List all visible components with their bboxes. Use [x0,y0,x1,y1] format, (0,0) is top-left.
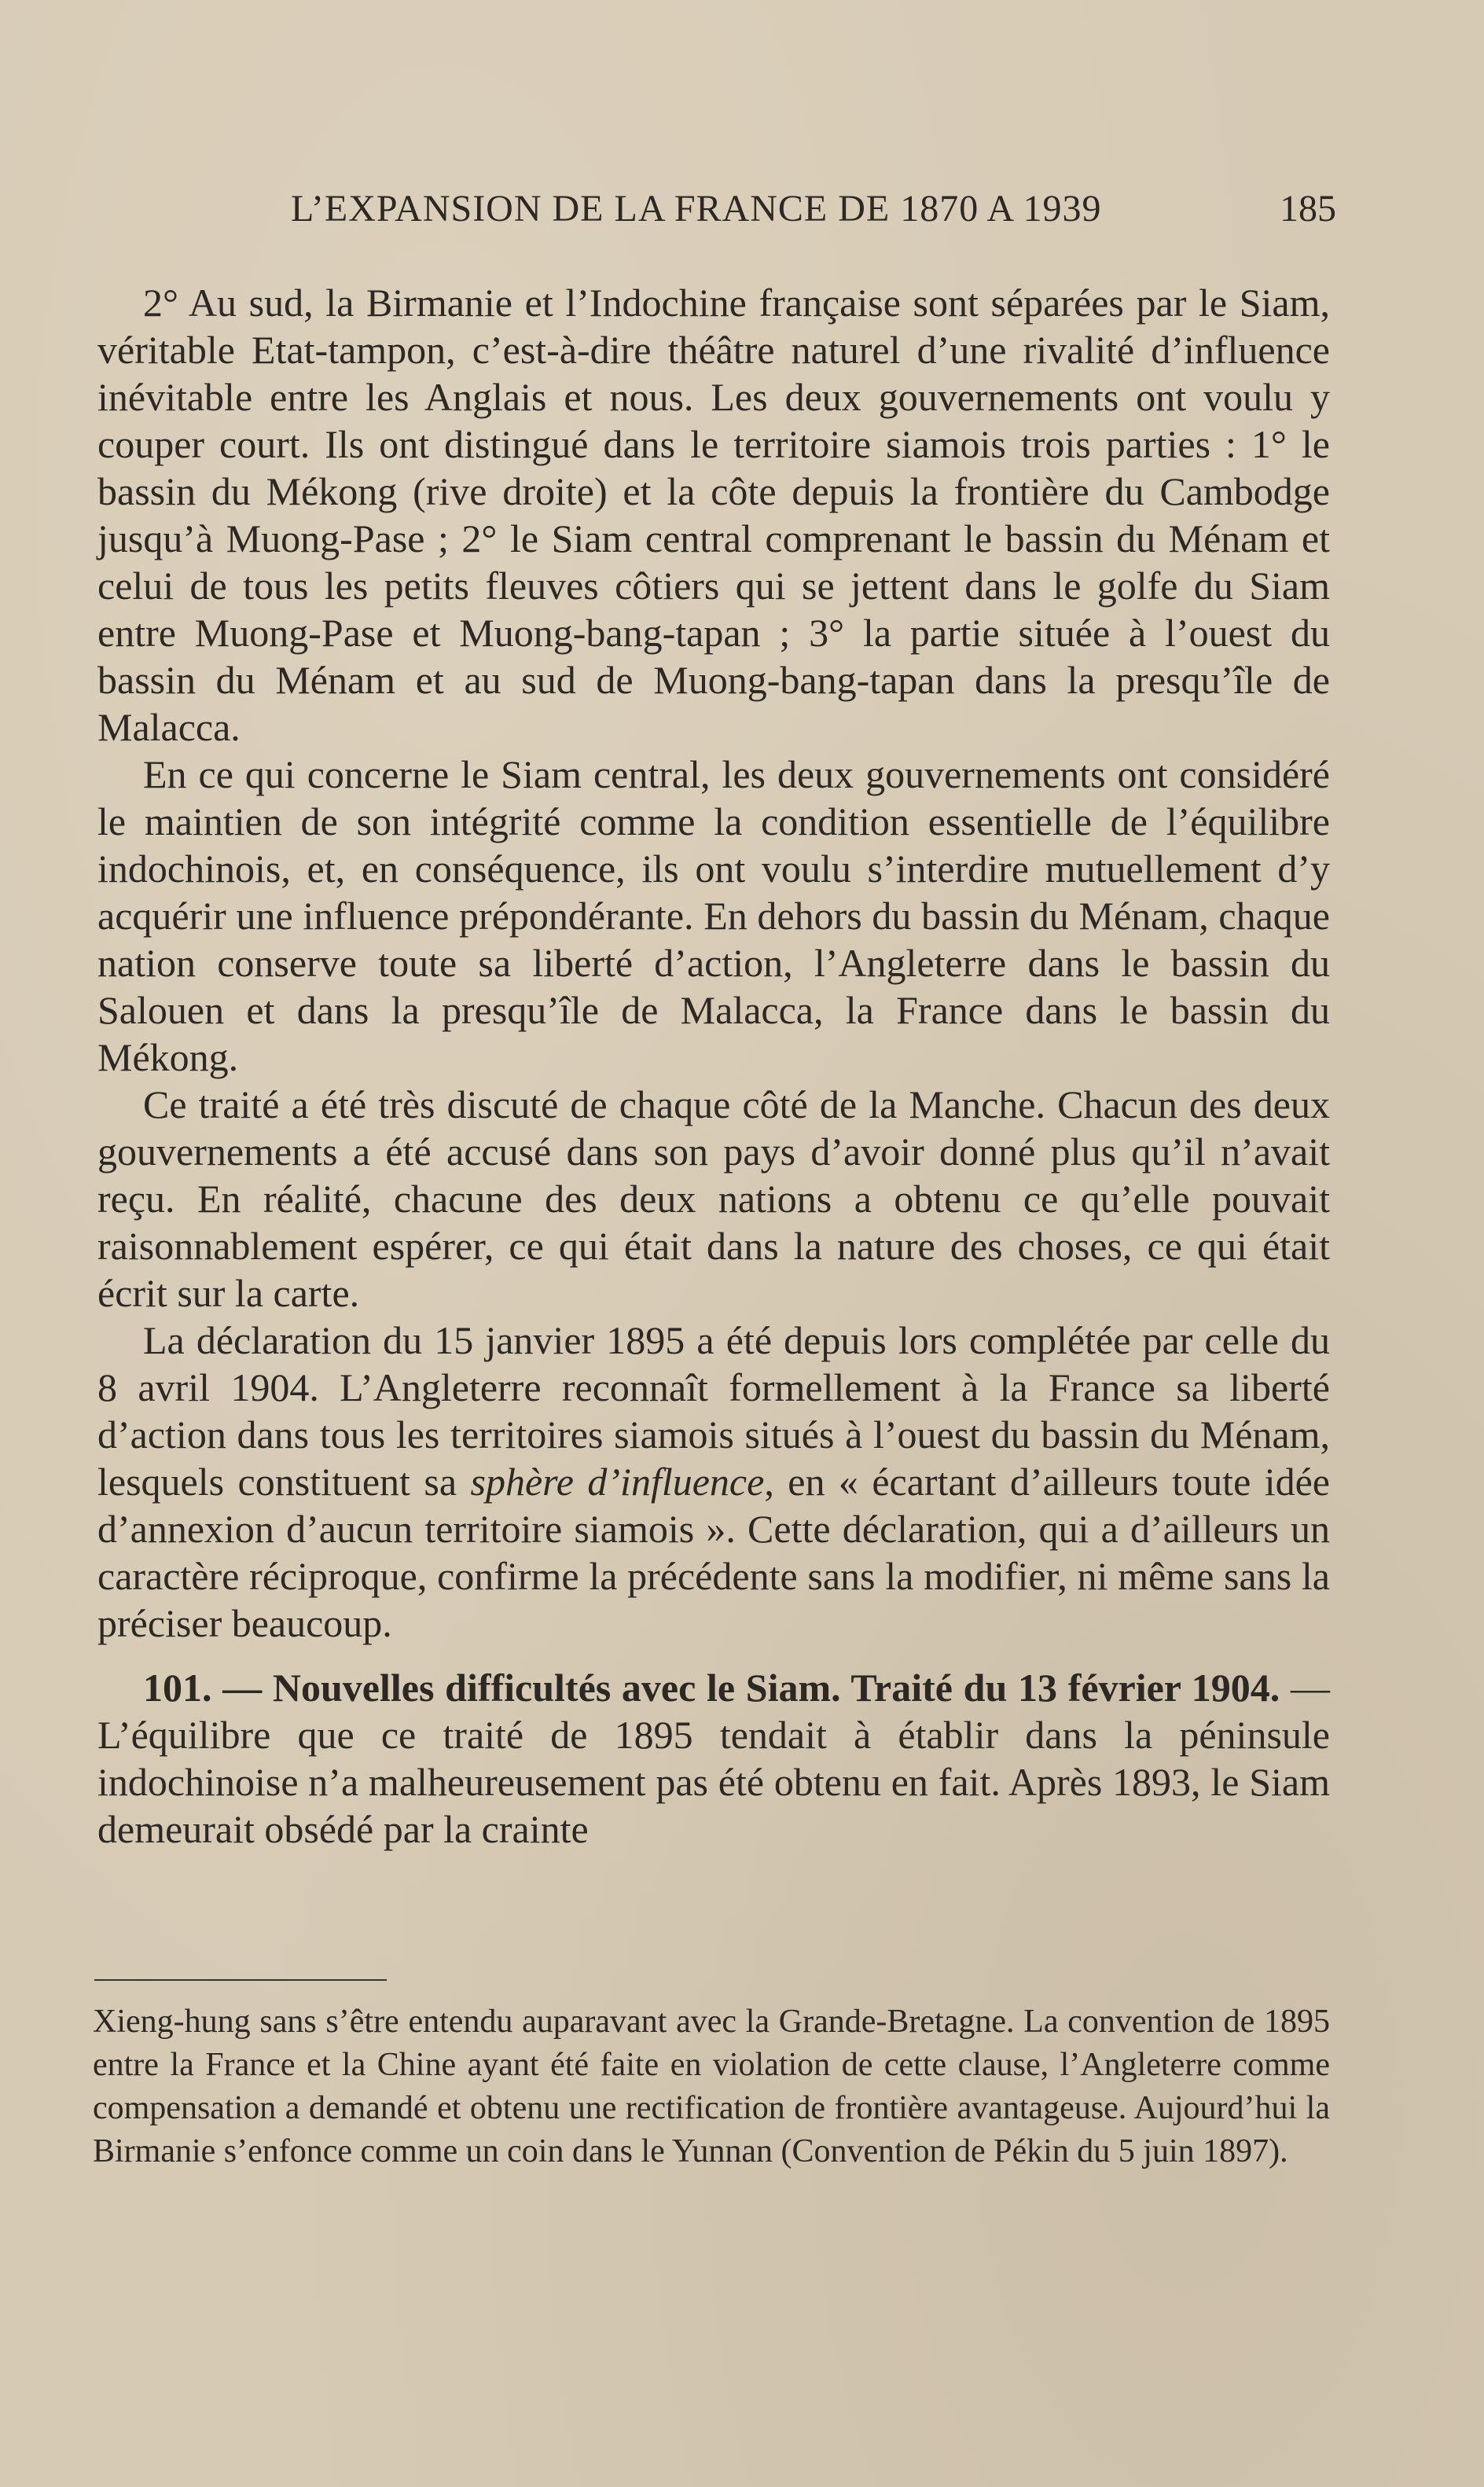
declaration-text-after: , en « écartant d’ailleurs toute idée d’annexion d’aucun territoire siamois ». Cette déclaration, qui a d’ailleurs un caractère réciproque, confirme la précédente sans la modifier, ni même sans la préciser beaucoup. [97,1460,1330,1645]
paragraph-south-siam: 2° Au sud, la Birmanie et l’Indochine française sont séparées par le Siam, véritable Etat-tampon, c’est-à-dire théâtre naturel d’une rivalité d’influence inévitable entre les Anglais et nous. Les deux gouvernements ont voulu y couper court. Ils ont distingué dans le territoire siamois trois parties : 1° le bassin du Mékong (rive droite) et la côte depuis la frontière du Cambodge jusqu’à Muong-Pase ; 2° le Siam central comprenant le bassin du Ménam et celui de tous les petits fleuves côtiers qui se jettent dans le golfe du Siam entre Muong-Pase et Muong-bang-tapan ; 3° la partie située à l’ouest du bassin du Ménam et au sud de Muong-bang-tapan dans la presqu’île de Malacca. [97,281,1330,749]
footnote: Xieng-hung sans s’être entendu auparavant avec la Grande-Bretagne. La convention de 1895 entre la France et la Chine ayant été faite en violation de cette clause, l’Angleterre comme compensation a demandé et obtenu une rectification de frontière avantageuse. Aujourd’hui la Birmanie s’enfonce comme un coin dans le Yunnan (Convention de Pékin du 5 juin 1897). [93,2004,1330,2169]
section-heading: 101. — Nouvelles difficultés avec le Siam. Traité du 13 février 1904. [143,1666,1280,1710]
page-number: 185 [1280,188,1336,230]
paragraph-treaty-debate: Ce traité a été très discuté de chaque côté de la Manche. Chacun des deux gouvernements a été accusé dans son pays d’avoir donné plus qu’il n’avait reçu. En réalité, chacune des deux nations a obtenu ce qu’elle pouvait raisonnablement espérer, ce qui était dans la nature des choses, ce qui était écrit sur la carte. [97,1082,1330,1315]
footnote-rule [94,1979,387,1981]
running-head [94,187,1336,242]
running-title: L’EXPANSION DE LA FRANCE DE 1870 A 1939 [291,188,1102,230]
section-101 [97,1664,1330,1853]
paragraph-central-siam: En ce qui concerne le Siam central, les deux gouvernements ont considéré le maintien de son intégrité comme la condition essentielle de l’équilibre indochinois, et, en conséquence, ils ont voulu s’interdire mutuellement d’y acquérir une influence prépondérante. En dehors du bassin du Ménam, chaque nation conserve toute sa liberté d’action, l’Angleterre dans le bassin du Salouen et dans la presqu’île de Malacca, la France dans le bassin du Mékong. [97,752,1330,1079]
sphere-influence-emphasis: sphère d’influence [470,1460,765,1504]
declaration-text-before: La déclaration du 15 janvier 1895 a été depuis lors complétée par celle du 8 avril 1904. L’Angleterre reconnaît formellement à la France sa liberté d’action dans tous les territoires siamois situés à l’ouest du bassin du Ménam, lesquels constituent sa [97,1318,1330,1504]
main-text [97,279,1330,1853]
section-text: — L’équilibre que ce traité de 1895 tendait à établir dans la péninsule indochinoise n’a malheureusement pas été obtenu en fait. Après 1893, le Siam demeurait obsédé par la crainte [97,1666,1330,1851]
paragraph-declaration-1904 [97,1317,1330,1647]
